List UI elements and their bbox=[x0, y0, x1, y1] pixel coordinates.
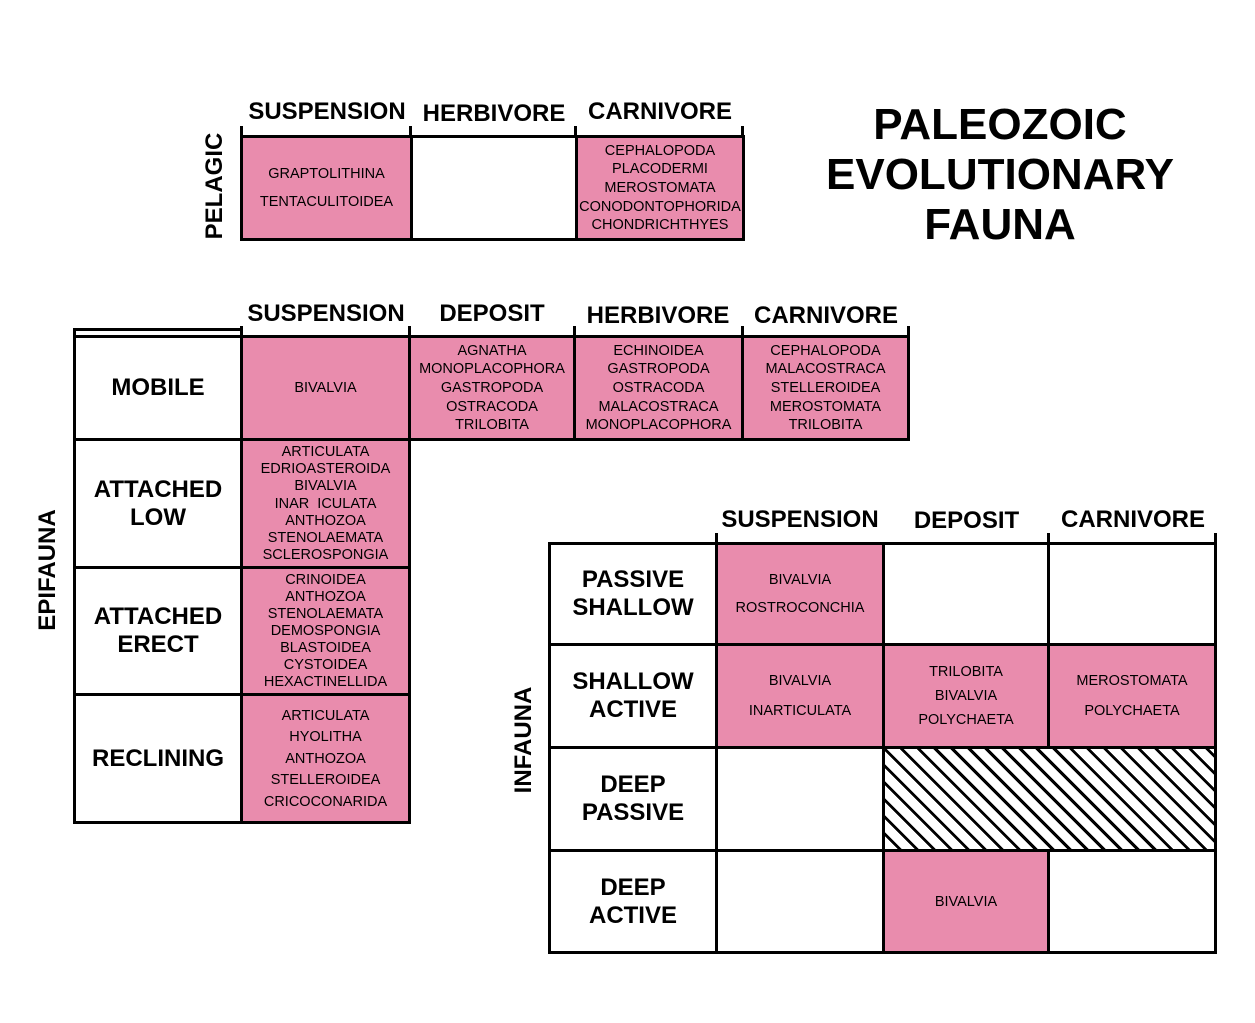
diagram-title bbox=[800, 100, 1200, 250]
taxon: HYOLITHA bbox=[289, 729, 362, 745]
taxon: SCLEROSPONGIA bbox=[262, 546, 389, 563]
passive-shallow-deposit-cell bbox=[882, 542, 1050, 646]
row-label-text: PASSIVE bbox=[581, 566, 685, 593]
taxon: AGNATHA bbox=[457, 342, 527, 359]
taxon: CRINOIDEA bbox=[285, 572, 366, 588]
row-label-text: ACTIVE bbox=[588, 901, 677, 929]
row-label-text: LOW bbox=[130, 503, 186, 531]
taxon: BIVALVIA bbox=[768, 673, 832, 690]
taxon: MONOPLACOPHORA bbox=[585, 417, 732, 434]
taxon: OSTRACODA bbox=[446, 398, 538, 415]
shallow-active-carnivore-cell bbox=[1047, 643, 1217, 749]
row-label-text: SHALLOW bbox=[572, 668, 694, 695]
taxon: ANTHOZOA bbox=[285, 589, 366, 605]
taxon: CYSTOIDEA bbox=[283, 657, 368, 673]
reclining-suspension-cell bbox=[240, 693, 411, 824]
taxon: BIVALVIA bbox=[934, 688, 998, 704]
taxon: MEROSTOMATA bbox=[604, 179, 716, 196]
taxon: GRAPTOLITHINA bbox=[268, 166, 385, 182]
taxon: MONOPLACOPHORA bbox=[419, 361, 565, 378]
attached-low-suspension-cell bbox=[240, 438, 411, 569]
taxon: ROSTROCONCHIA bbox=[735, 600, 865, 617]
row-label-text: ATTACHED bbox=[93, 475, 223, 503]
taxon: POLYCHAETA bbox=[1084, 702, 1180, 719]
taxon: PLACODERMI bbox=[612, 161, 708, 178]
title-line-3: FAUNA bbox=[924, 200, 1076, 249]
deep-passive-unoccupied-hatched-cell bbox=[882, 746, 1217, 852]
infauna-header-suspension: SUSPENSION bbox=[721, 506, 879, 533]
infauna-header-carnivore: CARNIVORE bbox=[1060, 506, 1205, 533]
row-label-deep-active bbox=[548, 849, 718, 954]
taxon: BIVALVIA bbox=[934, 893, 998, 910]
taxon: DEMOSPONGIA bbox=[270, 623, 381, 639]
epifauna-header-suspension: SUSPENSION bbox=[247, 300, 405, 327]
title-line-2: EVOLUTIONARY bbox=[826, 150, 1174, 199]
deep-active-suspension-cell bbox=[715, 849, 885, 954]
pelagic-header-suspension: SUSPENSION bbox=[248, 98, 406, 125]
row-label-attached-low bbox=[73, 438, 243, 569]
taxon: BIVALVIA bbox=[294, 478, 357, 495]
row-label-mobile bbox=[73, 335, 243, 441]
row-label-attached-erect bbox=[73, 566, 243, 696]
row-label-text: PASSIVE bbox=[581, 799, 685, 826]
infauna-header-deposit: DEPOSIT bbox=[913, 507, 1020, 534]
taxon: STENOLAEMATA bbox=[267, 606, 384, 622]
row-label-deep-passive bbox=[548, 746, 718, 852]
row-label-text: ERECT bbox=[117, 631, 199, 658]
taxon: EDRIOASTEROIDA bbox=[260, 461, 391, 478]
mobile-suspension-cell bbox=[240, 335, 411, 441]
taxon: INAR ICULATA bbox=[274, 495, 377, 512]
pelagic-carnivore-cell bbox=[575, 135, 745, 241]
taxon: ANTHOZOA bbox=[285, 512, 366, 529]
row-label-reclining bbox=[73, 693, 243, 824]
title-line-1: PALEOZOIC bbox=[873, 100, 1127, 149]
pelagic-herbivore-cell bbox=[410, 135, 578, 241]
taxon: STELLEROIDEA bbox=[770, 379, 881, 396]
attached-erect-suspension-cell bbox=[240, 566, 411, 696]
row-label-text: MOBILE bbox=[111, 374, 205, 401]
mobile-carnivore-cell bbox=[741, 335, 910, 441]
taxon: STENOLAEMATA bbox=[267, 529, 384, 546]
taxon: CONODONTOPHORIDA bbox=[579, 198, 741, 215]
taxon: ARTICULATA bbox=[281, 707, 370, 724]
epifauna-header-deposit: DEPOSIT bbox=[439, 300, 545, 327]
epifauna-label: EPIFAUNA bbox=[34, 509, 61, 631]
taxon: BIVALVIA bbox=[768, 571, 832, 588]
deep-passive-suspension-cell bbox=[715, 746, 885, 852]
row-label-passive-shallow bbox=[548, 542, 718, 646]
pelagic-header-herbivore: HERBIVORE bbox=[422, 100, 566, 127]
taxon: BIVALVIA bbox=[294, 380, 357, 396]
taxon: MALACOSTRACA bbox=[598, 398, 719, 415]
taxon: TRILOBITA bbox=[455, 417, 529, 434]
taxon: CEPHALOPODA bbox=[604, 142, 716, 159]
taxon: STELLEROIDEA bbox=[270, 772, 381, 788]
deep-active-carnivore-cell bbox=[1047, 849, 1217, 954]
pelagic-label: PELAGIC bbox=[201, 132, 228, 240]
mobile-deposit-cell bbox=[408, 335, 576, 441]
taxon: HEXACTINELLIDA bbox=[263, 674, 388, 690]
taxon: TRILOBITA bbox=[929, 664, 1003, 680]
mobile-herbivore-cell bbox=[573, 335, 744, 441]
header-rule bbox=[73, 328, 243, 331]
infauna-label: INFAUNA bbox=[510, 686, 537, 794]
pelagic-suspension-cell bbox=[240, 135, 413, 241]
taxon: OSTRACODA bbox=[612, 379, 705, 396]
row-label-shallow-active bbox=[548, 643, 718, 749]
taxon: MEROSTOMATA bbox=[1076, 673, 1188, 690]
taxon: GASTROPODA bbox=[607, 361, 710, 378]
taxon: CEPHALOPODA bbox=[770, 342, 881, 359]
passive-shallow-suspension-cell bbox=[715, 542, 885, 646]
taxon: TRILOBITA bbox=[788, 417, 863, 434]
shallow-active-deposit-cell bbox=[882, 643, 1050, 749]
epifauna-header-herbivore: HERBIVORE bbox=[586, 302, 730, 329]
taxon: MEROSTOMATA bbox=[769, 398, 882, 415]
row-label-text: RECLINING bbox=[92, 744, 224, 772]
row-label-text: DEEP bbox=[600, 873, 666, 901]
taxon: POLYCHAETA bbox=[918, 712, 1014, 728]
taxon: ARTICULATA bbox=[281, 444, 370, 461]
taxon: TENTACULITOIDEA bbox=[259, 194, 394, 210]
epifauna-header-carnivore: CARNIVORE bbox=[753, 302, 898, 329]
shallow-active-suspension-cell bbox=[715, 643, 885, 749]
passive-shallow-carnivore-cell bbox=[1047, 542, 1217, 646]
taxon: CHONDRICHTHYES bbox=[591, 217, 729, 234]
pelagic-header-carnivore: CARNIVORE bbox=[587, 98, 732, 125]
taxon: ANTHOZOA bbox=[285, 750, 366, 767]
taxon: MALACOSTRACA bbox=[765, 361, 886, 378]
taxon: BLASTOIDEA bbox=[280, 640, 371, 656]
taxon: INARTICULATA bbox=[748, 702, 852, 719]
deep-active-deposit-cell bbox=[882, 849, 1050, 954]
taxon: GASTROPODA bbox=[440, 379, 544, 396]
taxon: ECHINOIDEA bbox=[613, 342, 704, 359]
row-label-text: ACTIVE bbox=[588, 696, 677, 723]
taxon: CRICOCONARIDA bbox=[263, 793, 388, 810]
row-label-text: ATTACHED bbox=[93, 603, 223, 630]
row-label-text: SHALLOW bbox=[572, 594, 694, 621]
row-label-text: DEEP bbox=[600, 771, 666, 798]
